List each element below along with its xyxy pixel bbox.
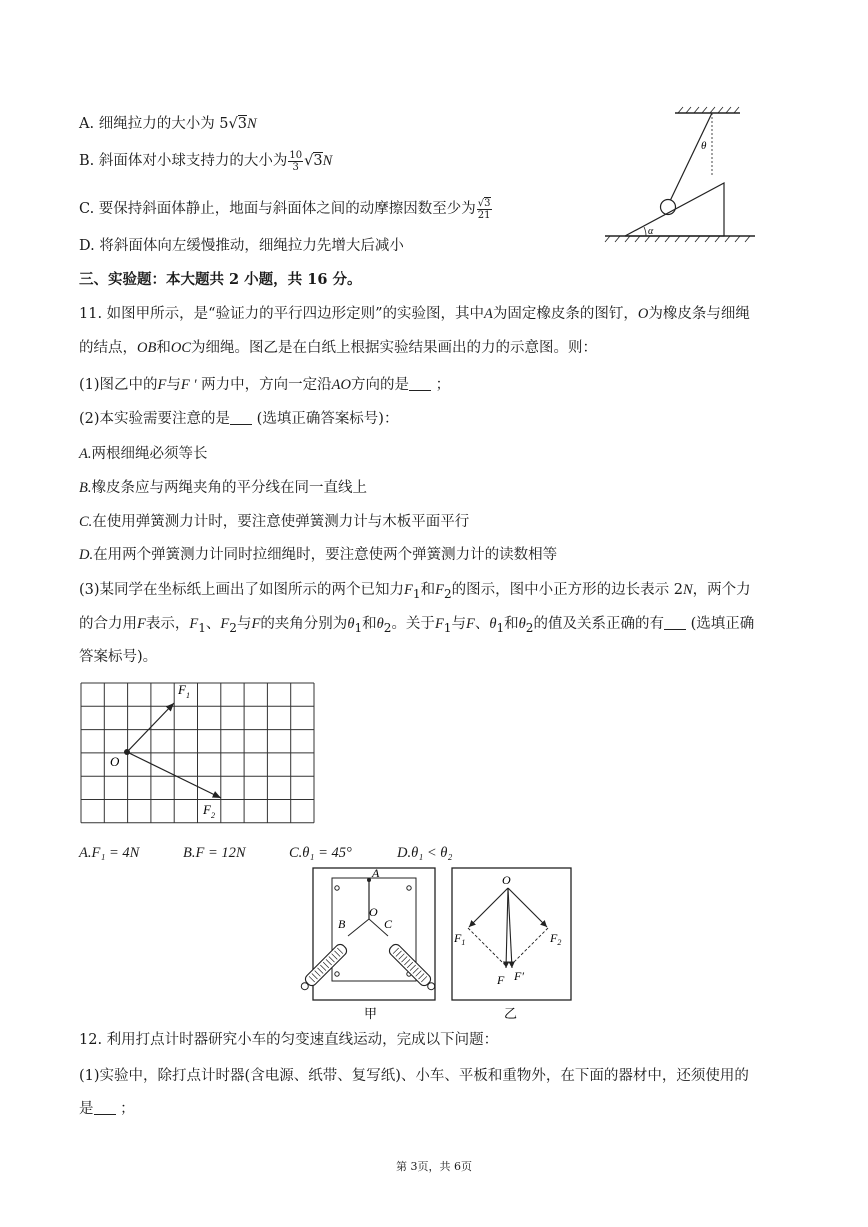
origin-dot bbox=[124, 749, 130, 755]
choice-b: B.F = 12N bbox=[183, 845, 246, 861]
ball bbox=[661, 200, 676, 215]
fraction: $\frac{√3}{21}$ bbox=[477, 197, 491, 221]
q11-part1: (1)图乙中的F与F ′ 两力中，方向一定沿AO方向的是 ； bbox=[79, 377, 451, 393]
alpha-label: α bbox=[648, 226, 654, 237]
q11-part3-line2: 的合力用F表示，$F_1$、$F_2$与F的夹角分别为$\theta_1$和$\theta_2$。关于$F_1$与F、$\theta_1$和$\theta_2$的值及关系正确的有 (选填正确 bbox=[79, 616, 755, 635]
dashed-line bbox=[468, 928, 506, 966]
answer-blank[interactable] bbox=[94, 1100, 116, 1115]
f1-arrow bbox=[469, 888, 508, 927]
spring-scale-left bbox=[298, 942, 349, 993]
section-heading: 三、实验题：本大题共 2 小题，共 16 分。 bbox=[79, 271, 362, 288]
figure-jia bbox=[290, 864, 440, 1024]
answer-blank[interactable] bbox=[664, 615, 686, 630]
origin-label: O bbox=[110, 754, 120, 769]
f-label: F bbox=[497, 973, 505, 987]
svg-text:C: C bbox=[384, 917, 393, 931]
q11-stem-line2: 的结点，OB和OC为细绳。图乙是在白纸上根据实验结果画出的力的示意图。则： bbox=[79, 340, 597, 356]
q11-part3-line1: (3)某同学在坐标纸上画出了如图所示的两个已知力$F_1$和$F_2$的图示，图中小正方形的边长表示 2N，两个力 bbox=[79, 582, 751, 601]
option-c: C. 要保持斜面体静止，地面与斜面体之间的动摩擦因数至少为 $\frac{√3}{21}$ bbox=[79, 197, 491, 221]
q11-part2: (2)本实验需要注意的是 (选填正确答案标号)： bbox=[79, 411, 399, 427]
f-arrow bbox=[506, 888, 508, 968]
f1-label: $F_1$ bbox=[454, 931, 466, 947]
pin bbox=[335, 886, 339, 890]
caption-yi: 乙 bbox=[504, 1006, 518, 1021]
option-d: D. 将斜面体向左缓慢推动，细绳拉力先增大后减小 bbox=[79, 238, 404, 254]
caption-jia: 甲 bbox=[364, 1006, 378, 1021]
spring-scale-right bbox=[387, 942, 438, 993]
f1-label: $F_1$ bbox=[178, 682, 190, 700]
grid-figure bbox=[70, 674, 330, 834]
q11-answer-choices bbox=[79, 843, 453, 863]
f2-label: $F_2$ bbox=[203, 802, 215, 820]
svg-text:A: A bbox=[372, 866, 380, 880]
q11-option-c: C.在使用弹簧测力计时，要注意使弹簧测力计与木板平面平行 bbox=[79, 514, 470, 530]
rope bbox=[670, 113, 712, 201]
theta-label: θ bbox=[701, 140, 707, 152]
option-a: A. 细绳拉力的大小为 5√3N bbox=[79, 116, 257, 132]
q11-option-a: A.两根细绳必须等长 bbox=[79, 446, 208, 462]
figure-yi bbox=[448, 864, 578, 1024]
grid-lines bbox=[81, 683, 314, 823]
ceiling-hatch bbox=[678, 107, 739, 113]
f-prime-label: F′ bbox=[514, 969, 524, 983]
choice-a: A.F₁ = 4N bbox=[79, 845, 140, 861]
fraction: $\frac{10}{3}$ bbox=[289, 149, 303, 173]
q11-stem-line1: 11. 如图甲所示，是“验证力的平行四边形定则”的实验图，其中A为固定橡皮条的图钉，O为橡皮条与细绳 bbox=[79, 306, 750, 322]
svg-text:O: O bbox=[369, 905, 378, 919]
dashed-line bbox=[510, 928, 548, 966]
sqrt-sign: √ bbox=[228, 116, 238, 132]
choice-c: C.θ₁ = 45° bbox=[289, 845, 352, 861]
svg-text:B: B bbox=[338, 917, 346, 931]
pin bbox=[335, 972, 339, 976]
q12-part1-line2: 是 ； bbox=[79, 1101, 135, 1117]
q11-option-b: B.橡皮条应与两绳夹角的平分线在同一直线上 bbox=[79, 480, 367, 496]
choice-d: D.θ₁ < θ₂ bbox=[397, 845, 453, 861]
answer-blank[interactable] bbox=[409, 376, 431, 391]
ground-hatch bbox=[605, 236, 750, 242]
svg-text:O: O bbox=[502, 873, 511, 887]
pin bbox=[407, 886, 411, 890]
q11-part3-line3: 答案标号)。 bbox=[79, 649, 158, 665]
q12-part1-line1: (1)实验中，除打点计时器(含电源、纸带、复写纸)、小车、平板和重物外，在下面的器材中，还须使用的 bbox=[79, 1068, 749, 1084]
incline-figure bbox=[600, 105, 760, 245]
string-ob bbox=[348, 919, 369, 936]
alpha-arc bbox=[644, 227, 646, 236]
f-prime-arrow bbox=[508, 888, 512, 968]
answer-blank[interactable] bbox=[230, 410, 252, 425]
f2-label: $F_2$ bbox=[550, 931, 562, 947]
f2-arrow bbox=[508, 888, 547, 927]
page-footer: 第 3页，共 6页 bbox=[396, 1160, 472, 1173]
option-b: B. 斜面体对小球支持力的大小为 $\frac{10}{3}$ √3N bbox=[79, 149, 333, 173]
q12-stem: 12. 利用打点计时器研究小车的匀变速直线运动，完成以下问题： bbox=[79, 1032, 499, 1048]
q11-option-d: D.在用两个弹簧测力计同时拉细绳时，要注意使两个弹簧测力计的读数相等 bbox=[79, 547, 558, 563]
